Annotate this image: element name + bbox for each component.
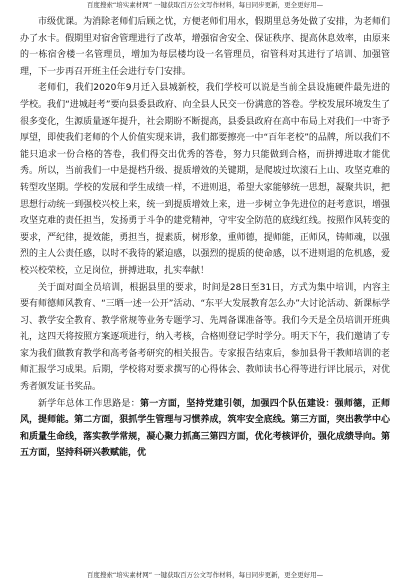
paragraph-4-lead: 新学年总体工作思路是： xyxy=(38,398,140,409)
header-banner: 百度搜索“培实素材网” 一键获取百万公文写作材料，每日同步更新，更全更好用— xyxy=(86,1,324,9)
paragraph-4 xyxy=(20,396,390,462)
document-body xyxy=(20,14,390,566)
paragraph-4-bold: 第一方面，坚持党建引领，加强四个队伍建设：强师德，正师风，提师能。第二方面，狠抓学生管理与习惯养成，筑牢安全底线。第三方面，突出教学中心和质量生命线，落实教学常规，凝心聚力抓高三第四方面，优化考核评价，强化成绩导向。第五方面，坚持科研兴教赋能，优 xyxy=(20,398,390,459)
paragraph-2: 老师们，我们2020年9月迁入县城新校，我们学校可以说是当前全县设施硬件最先进的学校。我们“进城赶考”要向县委县政府、向全县人民交一份满意的答卷。学校发展环境发生了很多变化，生源质量逐年提升，社会期盼不断提高，县委县政府在高中布局上对我们一中寄予厚望，即使我们老师的个人价值实现来讲，我们都要擦亮一中“百年老校”的品牌，所以我们不能只追求一份合格的答卷，我们得交出优秀的答卷，努力只能做到合格，而拼搏进取才能优秀。所以，当前我们一中是提档升级、提质增效的关键期，是爬坡过坎滚石上山、攻坚克难的转型攻坚期。学校的发展和学生成绩一样，不进则退，希望大家能够统一思想，凝聚共识，把思想行动统一到强校兴校上来，统一到提质增效上来，进一步树立争先进位的赶考意识，增强攻坚克难的责任担当，发扬勇于斗争的建党精神，守牢安全防范的底线红线。按照作风转变的要求，严纪律，提效能，勇担当，提素质，树形象，重师德，提师能，正师风，铸师魂，以强烈的主人公责任感，以时不我待的紧迫感，以强烈的提质的使命感，以不进则退的危机感，爱校兴校荣校，立足岗位，拼搏进取，扎实奉献！ xyxy=(20,83,390,276)
footer-banner: 百度搜索“培实素材网” 一键获取百万公文写作材料，每日同步更新，更全更好用— xyxy=(86,571,324,579)
paragraph-3: 关于面对面全员培训，根据县里的要求，时间是28日至31日，方式为集中培训，内容主要有师德师风教育、“三晒一述一公开”活动、“东平大发展教育怎么办”大讨论活动、新课标学习、教学安全教育、教学常规等业务专题学习、先周备课准备等。我们今天是全员培训开班典礼，这四天将按照方案逐项进行，纳入考核，合格则登记学时学分。明天下午，我们邀请了专家为我们做教育教学和高考备考研究的相关报告。专家报告结束后，参加县骨干教师培训的老师汇报学习成果。后期，学校将对要求撰写的心得体会、教师读书心得等进行评比展示，对优秀者颁发证书奖品。 xyxy=(20,282,390,393)
paragraph-1: 市级优课。为消除老师们后顾之忧，方便老师们用水，假期里总务处做了安排，为老师们办了水卡。假期里对宿舍管理进行了改革，增强宿舍安全、保证秩序、提高休息效率，由原来的一栋宿舍楼一名管理员，增加为每层楼均设一名管理员，宿管科对其进行了培训、加强管理，下一步再召开班主任会进行专门安排。 xyxy=(20,17,390,77)
